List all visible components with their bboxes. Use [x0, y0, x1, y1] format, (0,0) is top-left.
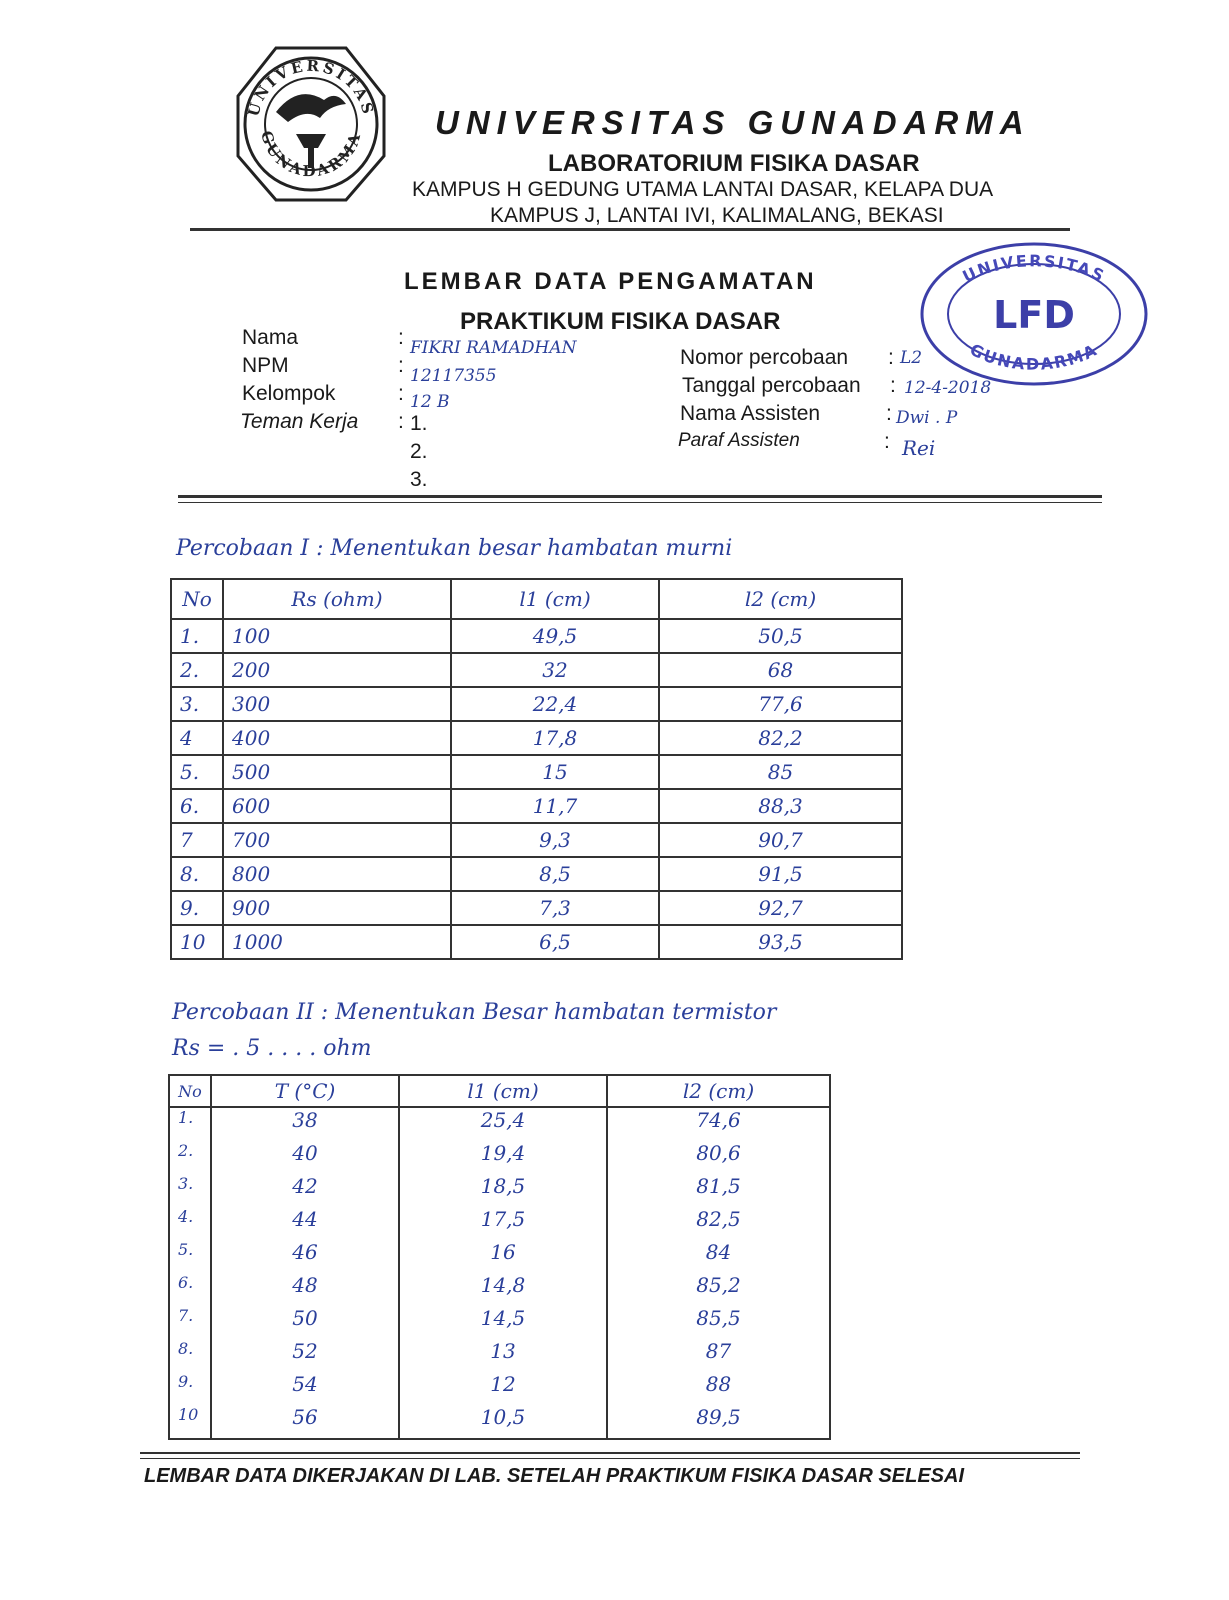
svg-text:UNIVERSITAS: UNIVERSITAS: [959, 251, 1109, 287]
percobaan-1-table: [170, 578, 903, 960]
cell-temperature: 54: [211, 1372, 399, 1405]
table-header-row: [171, 579, 902, 619]
cell-l1: 9,3: [451, 823, 659, 857]
cell-l1: 22,4: [451, 687, 659, 721]
col-no: No: [169, 1075, 211, 1107]
cell-no: 9.: [169, 1372, 211, 1405]
table-row: [169, 1306, 830, 1339]
colon-kelompok: :: [398, 382, 404, 405]
teman-1: 1.: [410, 412, 428, 435]
colon-teman: :: [398, 410, 404, 433]
table-header-row: [169, 1075, 830, 1107]
cell-l1: 17,8: [451, 721, 659, 755]
table-row: [171, 619, 902, 653]
table-row: [169, 1372, 830, 1405]
cell-rs: 400: [223, 721, 451, 755]
table-row: [169, 1339, 830, 1372]
footer-divider: [140, 1452, 1080, 1454]
cell-no: 10: [169, 1405, 211, 1439]
cell-l1: 18,5: [399, 1174, 607, 1207]
cell-rs: 800: [223, 857, 451, 891]
document-subtitle: PRAKTIKUM FISIKA DASAR: [460, 308, 781, 335]
info-divider: [178, 495, 1102, 498]
teman-kerja-label: Teman Kerja: [240, 410, 359, 433]
cell-l2: 82,5: [607, 1207, 830, 1240]
cell-l1: 17,5: [399, 1207, 607, 1240]
cell-l1: 32: [451, 653, 659, 687]
cell-rs: 100: [223, 619, 451, 653]
cell-l2: 91,5: [659, 857, 902, 891]
cell-rs: 600: [223, 789, 451, 823]
tanggal-percobaan-label: Tanggal percobaan: [682, 374, 861, 397]
footer-note: LEMBAR DATA DIKERJAKAN DI LAB. SETELAH PRAKTIKUM FISIKA DASAR SELESAI: [144, 1465, 965, 1487]
table-row: [171, 653, 902, 687]
cell-l2: 88: [607, 1372, 830, 1405]
cell-no: 4.: [169, 1207, 211, 1240]
document-title: LEMBAR DATA PENGAMATAN: [404, 268, 817, 295]
cell-rs: 1000: [223, 925, 451, 959]
cell-l2: 81,5: [607, 1174, 830, 1207]
colon-paraf: :: [884, 430, 890, 453]
cell-l1: 14,5: [399, 1306, 607, 1339]
cell-l1: 16: [399, 1240, 607, 1273]
cell-no: 5.: [169, 1240, 211, 1273]
footer-divider-2: [140, 1458, 1080, 1459]
cell-l1: 15: [451, 755, 659, 789]
col-l1: l1 (cm): [451, 579, 659, 619]
cell-no: 1.: [171, 619, 223, 653]
cell-no: 6.: [169, 1273, 211, 1306]
cell-l1: 14,8: [399, 1273, 607, 1306]
table-row: [171, 789, 902, 823]
cell-l2: 85,2: [607, 1273, 830, 1306]
cell-l1: 12: [399, 1372, 607, 1405]
cell-l2: 89,5: [607, 1405, 830, 1439]
table-row: [171, 857, 902, 891]
col-temperature: T (°C): [211, 1075, 399, 1107]
header-divider: [190, 228, 1070, 231]
col-l1: l1 (cm): [399, 1075, 607, 1107]
cell-temperature: 44: [211, 1207, 399, 1240]
cell-no: 10: [171, 925, 223, 959]
paraf-asisten-signature: Rei: [902, 436, 936, 460]
cell-temperature: 40: [211, 1141, 399, 1174]
nama-label: Nama: [242, 326, 299, 349]
university-name: UNIVERSITAS GUNADARMA: [435, 104, 1031, 141]
svg-text:UNIVERSITAS: UNIVERSITAS: [244, 56, 378, 119]
table-row: [171, 721, 902, 755]
cell-l1: 19,4: [399, 1141, 607, 1174]
table-row: [169, 1207, 830, 1240]
cell-no: 2.: [171, 653, 223, 687]
kelompok-value: 12 B: [410, 392, 450, 412]
cell-l2: 87: [607, 1339, 830, 1372]
cell-l1: 10,5: [399, 1405, 607, 1439]
table-row: [169, 1174, 830, 1207]
npm-label: NPM: [242, 354, 289, 377]
nomor-percobaan-value: L2: [900, 348, 923, 368]
cell-temperature: 48: [211, 1273, 399, 1306]
tanggal-percobaan-value: 12-4-2018: [904, 378, 992, 398]
cell-rs: 200: [223, 653, 451, 687]
cell-l1: 25,4: [399, 1107, 607, 1141]
table-row: [171, 687, 902, 721]
address-line-1: KAMPUS H GEDUNG UTAMA LANTAI DASAR, KELAPA DUA: [412, 178, 994, 201]
nomor-percobaan-label: Nomor percobaan: [680, 346, 849, 369]
npm-value: 12117355: [410, 366, 497, 386]
cell-l1: 8,5: [451, 857, 659, 891]
teman-2: 2.: [410, 440, 428, 463]
table-row: [171, 755, 902, 789]
table-row: [171, 925, 902, 959]
cell-temperature: 52: [211, 1339, 399, 1372]
cell-l2: 82,2: [659, 721, 902, 755]
cell-l1: 49,5: [451, 619, 659, 653]
cell-temperature: 42: [211, 1174, 399, 1207]
lfd-stamp: [918, 236, 1150, 396]
cell-l1: 6,5: [451, 925, 659, 959]
info-divider-thin: [178, 502, 1102, 503]
cell-rs: 500: [223, 755, 451, 789]
cell-no: 2.: [169, 1141, 211, 1174]
cell-l2: 88,3: [659, 789, 902, 823]
cell-l2: 92,7: [659, 891, 902, 925]
svg-text:GUNADARMA: GUNADARMA: [966, 339, 1102, 374]
cell-no: 3.: [171, 687, 223, 721]
percobaan-2-table: [168, 1074, 831, 1440]
cell-temperature: 46: [211, 1240, 399, 1273]
cell-no: 6.: [171, 789, 223, 823]
cell-temperature: 56: [211, 1405, 399, 1439]
cell-no: 4: [171, 721, 223, 755]
nama-asisten-value: Dwi . P: [896, 408, 958, 428]
cell-l2: 68: [659, 653, 902, 687]
col-no: No: [171, 579, 223, 619]
cell-l2: 85: [659, 755, 902, 789]
table-row: [171, 891, 902, 925]
col-rs: Rs (ohm): [223, 579, 451, 619]
cell-l2: 93,5: [659, 925, 902, 959]
cell-l2: 80,6: [607, 1141, 830, 1174]
cell-l2: 90,7: [659, 823, 902, 857]
percobaan-2-title: Percobaan II : Menentukan Besar hambatan termistor: [172, 1000, 777, 1025]
colon-nama: :: [398, 326, 404, 349]
cell-l2: 77,6: [659, 687, 902, 721]
cell-no: 5.: [171, 755, 223, 789]
teman-3: 3.: [410, 468, 428, 491]
cell-no: 9.: [171, 891, 223, 925]
colon-tanggal: :: [890, 374, 896, 397]
cell-no: 1.: [169, 1107, 211, 1141]
colon-npm: :: [398, 354, 404, 377]
cell-no: 3.: [169, 1174, 211, 1207]
rs-value-line: Rs = . 5 . . . . ohm: [172, 1036, 372, 1061]
cell-rs: 300: [223, 687, 451, 721]
cell-temperature: 38: [211, 1107, 399, 1141]
cell-l2: 50,5: [659, 619, 902, 653]
col-l2: l2 (cm): [607, 1075, 830, 1107]
cell-no: 7: [171, 823, 223, 857]
cell-temperature: 50: [211, 1306, 399, 1339]
table-row: [169, 1141, 830, 1174]
cell-l1: 11,7: [451, 789, 659, 823]
cell-no: 7.: [169, 1306, 211, 1339]
table-row: [169, 1107, 830, 1141]
colon-nomor: :: [888, 346, 894, 369]
cell-l2: 85,5: [607, 1306, 830, 1339]
svg-text:LFD: LFD: [993, 293, 1075, 337]
table-row: [171, 823, 902, 857]
address-line-2: KAMPUS J, LANTAI IVI, KALIMALANG, BEKASI: [490, 204, 944, 227]
kelompok-label: Kelompok: [242, 382, 336, 405]
cell-no: 8.: [171, 857, 223, 891]
table-row: [169, 1405, 830, 1439]
percobaan-1-title: Percobaan I : Menentukan besar hambatan murni: [176, 536, 733, 561]
col-l2: l2 (cm): [659, 579, 902, 619]
table-row: [169, 1240, 830, 1273]
paraf-asisten-label: Paraf Assisten: [678, 430, 800, 451]
cell-l1: 13: [399, 1339, 607, 1372]
colon-asisten: :: [886, 402, 892, 425]
cell-l2: 74,6: [607, 1107, 830, 1141]
table-row: [169, 1273, 830, 1306]
nama-asisten-label: Nama Assisten: [680, 402, 821, 425]
nama-value: FIKRI RAMADHAN: [410, 338, 577, 358]
cell-l2: 84: [607, 1240, 830, 1273]
svg-text:GUNADARMA: GUNADARMA: [256, 128, 365, 181]
cell-no: 8.: [169, 1339, 211, 1372]
cell-l1: 7,3: [451, 891, 659, 925]
cell-rs: 700: [223, 823, 451, 857]
university-logo: [236, 44, 386, 204]
cell-rs: 900: [223, 891, 451, 925]
lab-name: LABORATORIUM FISIKA DASAR: [548, 150, 920, 177]
